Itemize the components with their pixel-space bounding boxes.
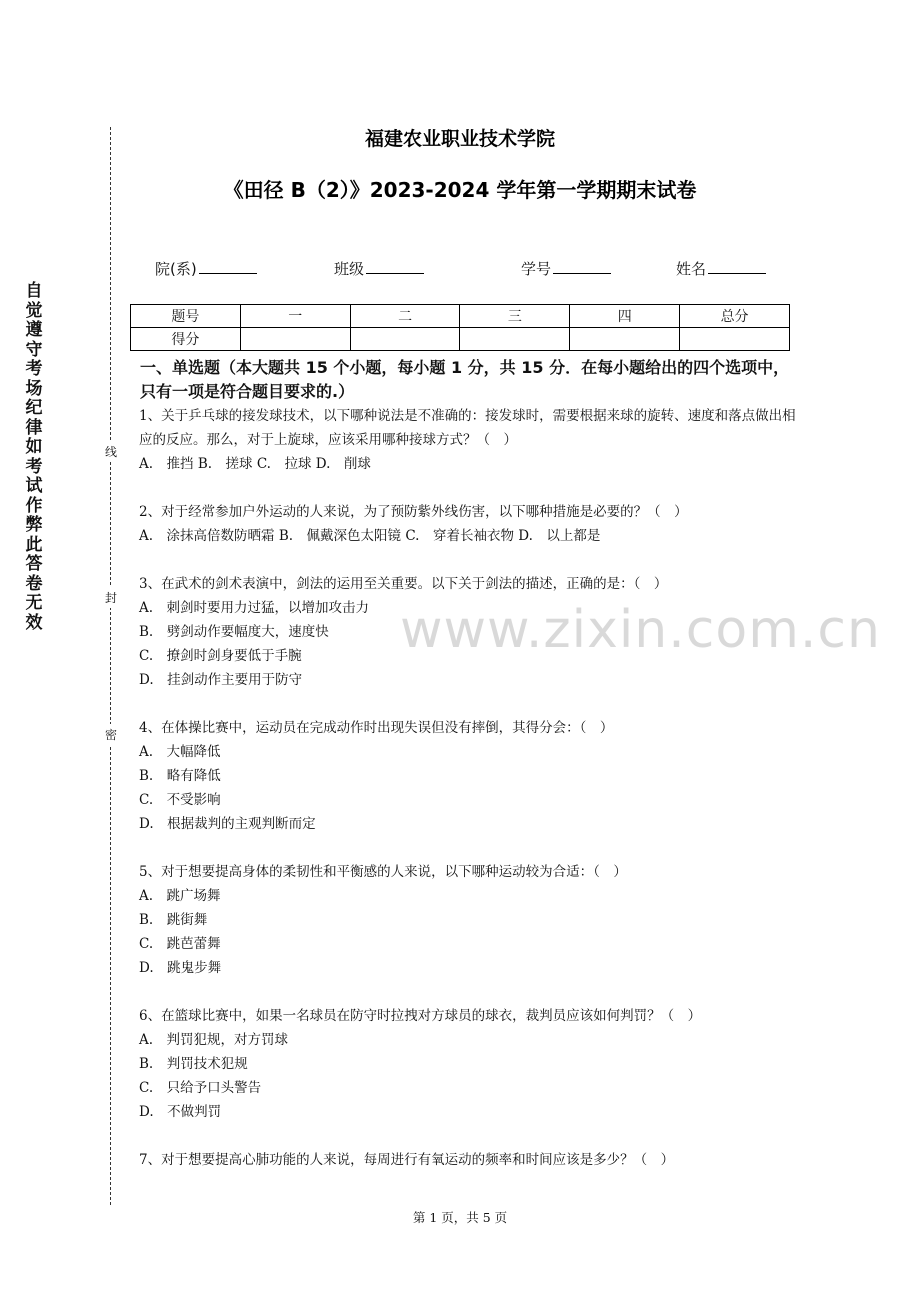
binding-mark-seal: 封 (104, 587, 118, 608)
question-stem: 3、在武术的剑术表演中，剑法的运用至关重要。以下关于剑法的描述，正确的是：（ ） (139, 576, 668, 592)
score-table (130, 304, 790, 351)
question-option: A. 跳广场舞 (139, 888, 221, 904)
question-option: C. 不受影响 (139, 792, 221, 808)
question-option: B. 劈剑动作要幅度大，速度快 (139, 624, 329, 640)
exam-discipline-notice: 自觉遵守考场纪律如考试作弊此答卷无效 (25, 281, 43, 633)
school-title: 福建农业职业技术学院 (364, 128, 555, 150)
question-item (139, 1004, 799, 1124)
question-option: B. 略有降低 (139, 768, 221, 784)
dept-field[interactable] (155, 258, 257, 279)
section-heading: 一、单选题（本大题共 15 个小题，每小题 1 分，共 15 分．在每小题给出的四个选项中，只有一项是符合题目要求的.） (140, 358, 790, 401)
page-footer: 第 1 页，共 5 页 (412, 1210, 508, 1225)
question-stem: 5、对于想要提高身体的柔韧性和平衡感的人来说，以下哪种运动较为合适：（ ） (139, 864, 627, 880)
exam-title: 《田径 B（2）》2023-2024 学年第一学期期末试卷 (223, 178, 697, 202)
question-stem: 4、在体操比赛中，运动员在完成动作时出现失误但没有摔倒，其得分会：（ ） (139, 720, 614, 736)
question-item (139, 500, 799, 548)
binding-mark-secret: 密 (104, 724, 118, 745)
binding-dashed-line (110, 127, 111, 1205)
question-item (139, 1148, 799, 1172)
dept-blank[interactable] (199, 258, 257, 274)
score-cell[interactable] (240, 328, 350, 351)
question-stem: 7、对于想要提高心肺功能的人来说，每周进行有氧运动的频率和时间应该是多少？（ ） (139, 1152, 675, 1168)
class-label: 班级 (334, 260, 365, 278)
student-id-field[interactable] (521, 258, 611, 279)
question-option: A. 涂抹高倍数防晒霜 B. 佩戴深色太阳镜 C. 穿着长袖衣物 D. 以上都是 (139, 528, 601, 544)
question-stem: 6、在篮球比赛中，如果一名球员在防守时拉拽对方球员的球衣，裁判员应该如何判罚？（ ） (139, 1008, 702, 1024)
question-item (139, 716, 799, 836)
score-cell[interactable] (680, 328, 790, 351)
question-item (139, 572, 799, 692)
name-field[interactable] (676, 258, 766, 279)
name-blank[interactable] (708, 258, 766, 274)
dept-label: 院(系) (155, 260, 197, 278)
question-option: C. 只给予口头警告 (139, 1080, 262, 1096)
score-table-header-row (131, 305, 790, 328)
binding-mark-line: 线 (104, 441, 118, 462)
question-list (139, 404, 799, 1196)
score-cell[interactable] (350, 328, 460, 351)
question-option: A. 判罚犯规，对方罚球 (139, 1032, 289, 1048)
question-option: D. 不做判罚 (139, 1104, 222, 1120)
question-stem: 2、对于经常参加户外运动的人来说，为了预防紫外线伤害，以下哪种措施是必要的？（ ） (139, 504, 688, 520)
question-stem: 1、关于乒乓球的接发球技术，以下哪种说法是不准确的：接发球时，需要根据来球的旋转、速度和落点做出相应的反应。那么，对于上旋球，应该采用哪种接球方式？（ ） (139, 408, 796, 448)
score-table-header-cell: 三 (460, 305, 570, 328)
score-cell[interactable] (460, 328, 570, 351)
question-item (139, 404, 799, 476)
student-id-blank[interactable] (553, 258, 611, 274)
score-table-header-cell: 总分 (680, 305, 790, 328)
watermark: www.zixin.com.cn (400, 600, 881, 660)
score-table-header-cell: 题号 (131, 305, 241, 328)
question-option: A. 刺剑时要用力过猛，以增加攻击力 (139, 600, 370, 616)
score-table-score-row (131, 328, 790, 351)
class-blank[interactable] (366, 258, 424, 274)
name-label: 姓名 (676, 260, 707, 278)
question-option: A. 推挡 B. 搓球 C. 拉球 D. 削球 (139, 456, 371, 472)
question-option: C. 撩剑时剑身要低于手腕 (139, 648, 302, 664)
score-row-label: 得分 (131, 328, 241, 351)
question-option: C. 跳芭蕾舞 (139, 936, 221, 952)
student-info-row (0, 258, 920, 282)
score-table-header-cell: 一 (240, 305, 350, 328)
question-option: B. 判罚技术犯规 (139, 1056, 248, 1072)
score-cell[interactable] (570, 328, 680, 351)
class-field[interactable] (334, 258, 424, 279)
question-option: A. 大幅降低 (139, 744, 221, 760)
question-option: B. 跳街舞 (139, 912, 208, 928)
question-item (139, 860, 799, 980)
score-table-header-cell: 四 (570, 305, 680, 328)
student-id-label: 学号 (521, 260, 552, 278)
question-option: D. 挂剑动作主要用于防守 (139, 672, 303, 688)
score-table-header-cell: 二 (350, 305, 460, 328)
question-option: D. 跳鬼步舞 (139, 960, 222, 976)
question-option: D. 根据裁判的主观判断而定 (139, 816, 316, 832)
